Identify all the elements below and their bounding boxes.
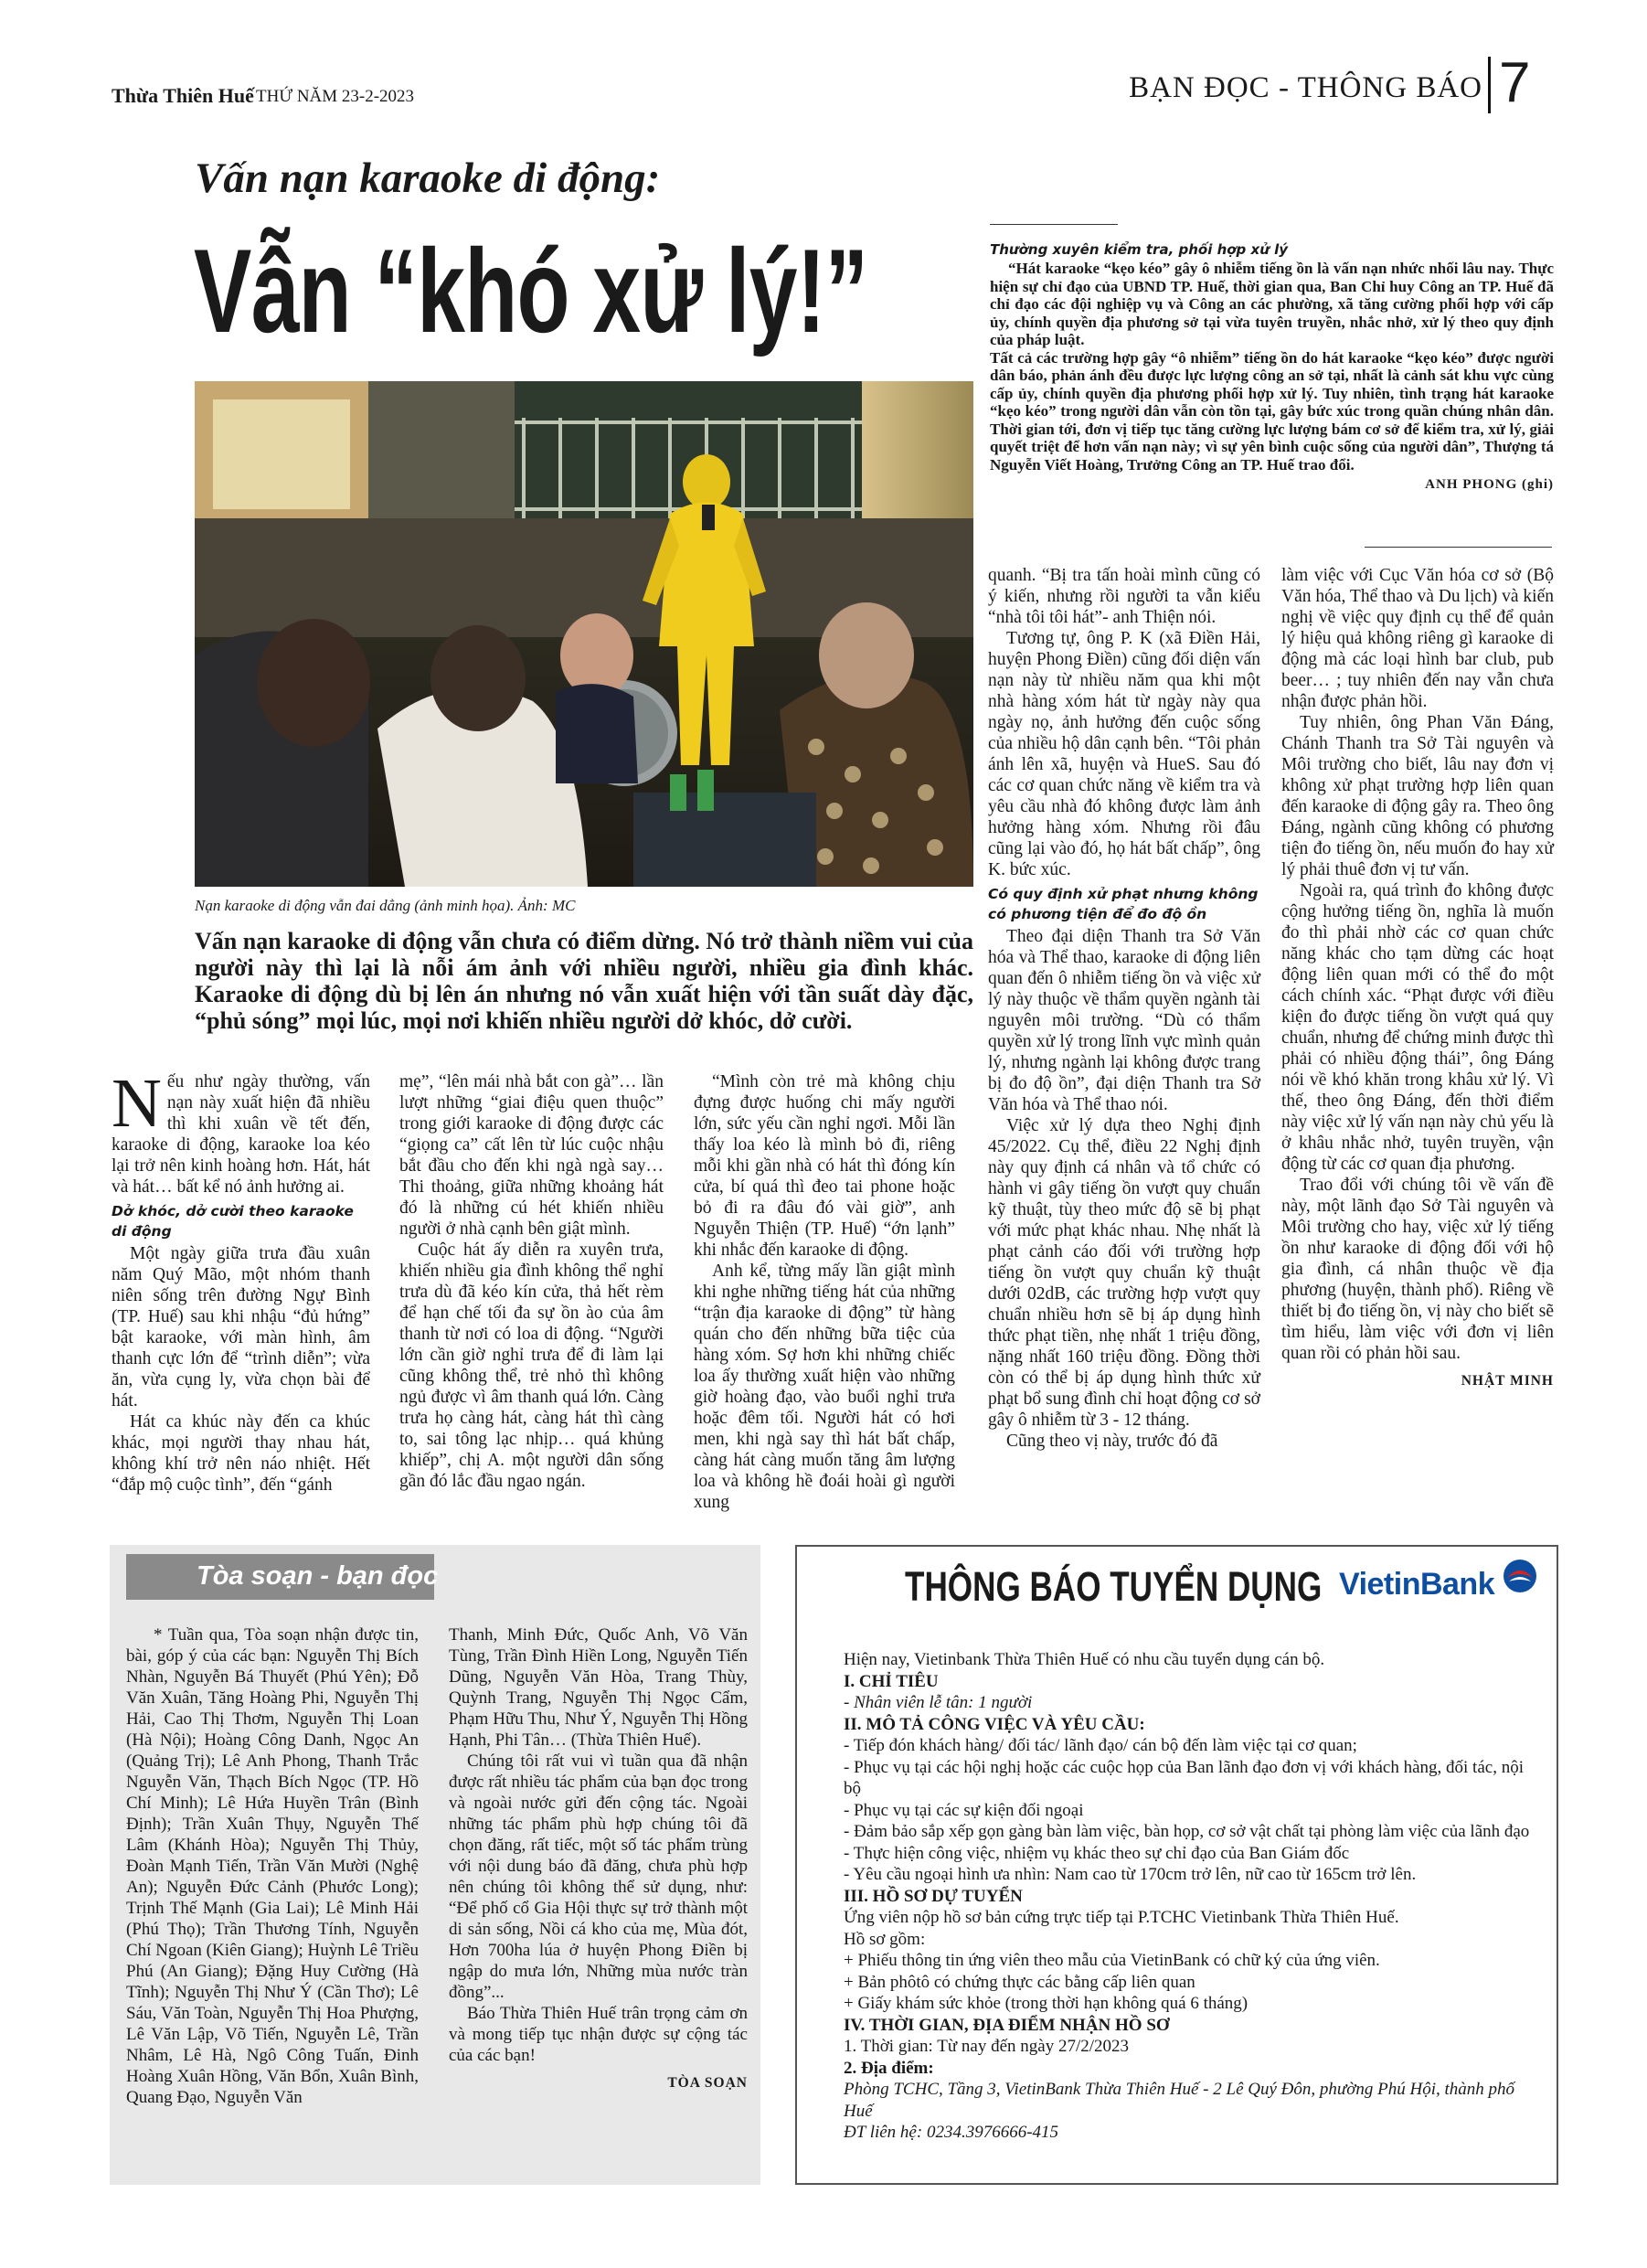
job-notice-line: - Nhân viên lễ tân: 1 người	[844, 1693, 1033, 1712]
vietinbank-logo-mark	[1502, 1558, 1538, 1594]
article-subhead: Có quy định xử phạt nhưng không có phương tiện để đo độ ồn	[988, 886, 1259, 922]
reader-byline: TÒA SOẠN	[667, 2075, 748, 2091]
job-notice-line: - Đảm bảo sắp xếp gọn gàng bàn làm việc, bàn họp, cơ sở vật chất tại phòng làm việc của lãnh đạo	[844, 1822, 1530, 1841]
job-notice-line: Phòng TCHC, Tầng 3, VietinBank Thừa Thiên Huế - 2 Lê Quý Đôn, phường Phú Hội, thành phố Huế	[844, 2080, 1515, 2121]
job-notice-line: ĐT liên hệ: 0234.3976666-415	[844, 2123, 1059, 2142]
job-notice-line: Ứng viên nộp hồ sơ bản cứng trực tiếp tại P.TCHC Vietinbank Thừa Thiên Huế.	[844, 1908, 1399, 1927]
vietinbank-logo-text: VietinBank	[1339, 1567, 1495, 1602]
job-notice-line: II. MÔ TẢ CÔNG VIỆC VÀ YÊU CẦU:	[844, 1714, 1145, 1734]
page-number: 7	[1499, 51, 1531, 114]
vietinbank-logo	[1339, 1556, 1540, 1611]
sidebar-box-title: Thường xuyên kiểm tra, phối hợp xử lý	[990, 241, 1289, 258]
article-paragraph: Hát ca khúc này đến ca khúc khác, mọi người thay nhau hát, không khí trở nên náo nhiệt. Hết “đắp mộ cuộc tình”, đến “gánh	[112, 1412, 370, 1495]
article-column-3	[694, 1071, 955, 1513]
reader-paragraph: Chúng tôi rất vui vì tuần qua đã nhận được rất nhiều tác phẩm của bạn đọc trong và ngoài nước gửi đến cộng tác. Ngoài những tác phẩm phù hợp chúng tôi đã chọn đăng, rất tiếc, một số tác phẩm trùng với nội dung báo đã đăng, chưa phù hợp nên chúng tôi không thể sử dụng, như: “Để phố cổ Gia Hội thực sự trở thành một di sản sống, Nồi cá kho của mẹ, Mùa đót, Hơn 700ha lúa ở huyện Phong Điền bị ngập do mưa lớn, Những mùa nước tràn đồng”...	[449, 1752, 748, 2002]
job-notice-line: - Phục vụ tại các hội nghị hoặc các cuộc họp của Ban lãnh đạo đơn vị với khách hàng, đối tác, nội bộ	[844, 1757, 1524, 1798]
article-column-4	[988, 565, 1260, 1452]
job-notice-body	[844, 1649, 1540, 2144]
article-paragraph: quanh. “Bị tra tấn hoài mình cũng có ý kiến, nhưng rồi người ta vẫn kiểu “nhà tôi tôi hát”- anh Thiện nói.	[988, 566, 1260, 627]
job-notice-title: THÔNG BÁO TUYỂN DỤNG	[905, 1563, 1323, 1610]
sidebar-box-paragraph: Tất cả các trường hợp gây “ô nhiễm” tiếng ồn do hát karaoke “kẹo kéo” được người dân báo, phản ánh đều được lực lượng công an sở tại, nhất là cảnh sát khu vực cùng cấp ủy, chính quyền địa phương phối hợp xử lý. Tuy nhiên, tình trạng hát karaoke “kẹo kéo” trong người dân vẫn còn tồn tại, gây bức xúc trong quần chúng nhân dân. Thời gian tới, đơn vị tiếp tục tăng cường lực lượng bám cơ sở để kiểm tra, xử lý, giải quyết triệt để hơn vấn nạn này; vì sự yên bình cuộc sống của người dân”, Thượng tá Nguyễn Viết Hoàng, Trưởng Công an TP. Huế trao đổi.	[990, 348, 1554, 474]
dropcap: N	[112, 1065, 162, 1142]
article-headline: Vẫn “khó xử lý!”	[194, 224, 868, 357]
article-paragraph: Cũng theo vị này, trước đó đã	[1006, 1432, 1218, 1451]
article-paragraph: làm việc với Cục Văn hóa cơ sở (Bộ Văn hóa, Thể thao và Du lịch) và kiến nghị về việc quy định cụ thể để quản lý hiệu quả không riêng gì karaoke di động mà các loại hình bar club, pub beer… ; tuy nhiên đến nay vẫn chưa nhận được phản hồi.	[1281, 566, 1555, 711]
article-column-1	[112, 1065, 370, 1496]
reader-text: * Tuần qua, Tòa soạn nhận được tin, bài, góp ý của các bạn: Nguyễn Thị Bích Nhàn, Nguyễn Bá Thuyết (Phú Yên); Đỗ Văn Xuân, Tăng Hoàng Phi, Nguyễn Thị Hải, Cao Thị Thơm, Nguyễn Thị Loan (Hà Nội); Hoàng Công Danh, Ngọc An (Quảng Trị); Lê Anh Phong, Thanh Trắc Nguyễn Văn, Thạch Bích Ngọc (TP. Hồ Chí Minh); Lê Hứa Huyền Trân (Bình Định); Trần Xuân Thụy, Nguyễn Thế Lâm (Khánh Hòa); Nguyễn Thị Thủy, Đoàn Mạnh Tiến, Trần Văn Mười (Nghệ An); Nguyễn Đức Cảnh (Phước Long); Trịnh Thế Mạnh (Gia Lai); Lê Minh Hải (Phú Thọ); Trần Thương Tính, Nguyễn Chí Ngoan (Kiên Giang); Huỳnh Lê Triều Phú (An Giang); Đặng Huy Cường (Hà Tĩnh); Nguyễn Thị Như Ý (Cần Thơ); Lê Sáu, Văn Toàn, Nguyễn Thị Hoa Phượng, Lê Văn Lập, Võ Tiến, Nguyễn Lê, Trần Nhâm, Lê Hà, Ngô Công Tuấn, Đinh Hoàng Xuân Hồng, Văn Bổn, Xuân Bình, Quang Đạo, Nguyễn Văn	[126, 1625, 419, 2107]
article-paragraph: Tuy nhiên, ông Phan Văn Đáng, Chánh Thanh tra Sở Tài nguyên và Môi trường cho biết, lâu nay đơn vị không xử phạt trường hợp liên quan đến karaoke di động gây ra. Theo ông Đáng, ngành cũng không có phương tiện đo tiếng ồn, nếu muốn đo hay xử lý phải thuê đơn vị tư vấn.	[1281, 713, 1554, 879]
box-bottom-rule	[1365, 547, 1552, 548]
job-notice-line: I. CHỈ TIÊU	[844, 1671, 939, 1691]
article-column-5	[1281, 565, 1554, 1390]
job-notice-line: III. HỒ SƠ DỰ TUYỂN	[844, 1886, 1023, 1906]
box-top-rule	[990, 224, 1118, 225]
issue-date: THỨ NĂM 23-2-2023	[256, 87, 415, 106]
job-notice-line: - Thực hiện công việc, nhiệm vụ khác theo sự chỉ đạo của Ban Giám đốc	[844, 1843, 1350, 1863]
job-notice-line: IV. THỜI GIAN, ĐỊA ĐIỂM NHẬN HỒ SƠ	[844, 2015, 1170, 2035]
reader-paragraph: Thanh, Minh Đức, Quốc Anh, Võ Văn Tùng, Trần Đình Hiền Long, Nguyễn Tiến Dũng, Nguyễn Văn Hòa, Trang Thùy, Quỳnh Trang, Nguyễn Thị Ngọc Cẩm, Phạm Hữu Thu, Như Ý, Nguyễn Thị Hồng Hạnh, Phi Tân… (Thừa Thiên Huế).	[449, 1625, 748, 1750]
article-paragraph: Anh kể, từng mấy lần giật mình khi nghe những tiếng hát của những “trận địa karaoke di động” từ hàng quán cho đến những bữa tiệc của hàng xóm. Sợ hơn khi những chiếc loa ấy thường xuất hiện vào những giờ hoàng đạo, vào buổi nghỉ trưa hoặc đêm tối. Người hát có hơi men, khi ngà say thì hát bất chấp, càng hát càng muốn tăng âm lượng loa và không hề đoái hoài gì người xung	[694, 1262, 955, 1512]
job-notice-line: + Bản phôtô có chứng thực các bằng cấp liên quan	[844, 1972, 1195, 1992]
sidebar-box-paragraph: “Hát karaoke “kẹo kéo” gây ô nhiễm tiếng ồn là vấn nạn nhức nhối lâu nay. Thực hiện sự chỉ đạo của UBND TP. Huế, thời gian qua, Ban Chỉ huy Công an TP. Huế đã chỉ đạo các đội nghiệp vụ và Công an các phường, xã tăng cường phối hợp với cấp ủy, chính quyền địa phương sở tại vừa tuyên truyền, nhắc nhở, xử lý theo quy định của pháp luật.	[990, 260, 1554, 348]
section-title: BẠN ĐỌC - THÔNG BÁO	[1129, 71, 1482, 104]
article-paragraph: Việc xử lý dựa theo Nghị định 45/2022. Cụ thể, điều 22 Nghị định này quy định cá nhân và tổ chức có hành vi gây tiếng ồn vượt quy chuẩn kỹ thuật, tùy theo mức độ sẽ bị phạt với mức phạt khác nhau. Nhẹ nhất là phạt cảnh cáo đối với trường hợp tiếng ồn vượt quy chuẩn kỹ thuật dưới 02dB, các trường hợp vượt quy chuẩn nhiều hơn sẽ bị áp dụng hình thức phạt tiền, nhẹ nhất 1 triệu đồng, nặng nhất 160 triệu đồng. Đồng thời còn có thể bị áp dụng hình thức xử phạt bổ sung đình chỉ hoạt động cơ sở gây ô nhiễm từ 3 - 12 tháng.	[988, 1116, 1260, 1430]
job-notice-line: Hiện nay, Vietinbank Thừa Thiên Huế có nhu cầu tuyển dụng cán bộ.	[844, 1650, 1325, 1669]
sidebar-box	[990, 240, 1554, 493]
article-paragraph: Tương tự, ông P. K (xã Điền Hải, huyện Phong Điền) cũng đối diện vấn nạn này từ nhiều năm qua khi một nhà hàng xóm hát từ ngày này qua ngày nọ, ảnh hưởng đến cuộc sống của nhiều hộ dân cạnh bên. “Tôi phản ánh lên xã, huyện và HueS. Sau đó các cơ quan chức năng về kiểm tra và yêu cầu nhà đó không được làm ảnh hưởng hàng xóm. Nhưng rồi đâu cũng lại vào đó, họ hát bất chấp”, ông K. bức xúc.	[988, 629, 1260, 879]
job-notice-line: - Yêu cầu ngoại hình ưa nhìn: Nam cao từ 170cm trở lên, nữ cao từ 165cm trở lên.	[844, 1865, 1417, 1884]
article-byline: NHẬT MINH	[1461, 1373, 1554, 1389]
photo-caption: Nạn karaoke di động vẫn đai dẳng (ảnh minh họa). Ảnh: MC	[195, 897, 576, 914]
article-column-2	[399, 1071, 664, 1492]
article-paragraph: Theo đại diện Thanh tra Sở Văn hóa và Thể thao, karaoke di động liên quan đến ô nhiễm tiếng ồn và việc xử lý này thuộc về thẩm quyền ngành tài nguyên môi trường. “Dù có thẩm quyền xử lý trong lĩnh vực mình quản lý, nhưng ngành lại không được trang bị đo độ ồn”, đại diện Thanh tra Sở Văn hóa và Thể thao nói.	[988, 927, 1260, 1114]
job-notice-line: + Giấy khám sức khỏe (trong thời hạn không quá 6 tháng)	[844, 1994, 1249, 2013]
article-photo	[195, 381, 973, 887]
job-notice-line: 1. Thời gian: Từ nay đến ngày 27/2/2023	[844, 2037, 1129, 2056]
header-divider	[1488, 57, 1491, 113]
article-subhead: Dở khóc, dở cười theo karaoke di động	[112, 1203, 354, 1240]
job-notice-line: - Phục vụ tại các sự kiện đối ngoại	[844, 1800, 1084, 1820]
job-notice-line: - Tiếp đón khách hàng/ đối tác/ lãnh đạo/ cán bộ đến làm việc tại cơ quan;	[844, 1736, 1357, 1755]
article-paragraph: Ngoài ra, quá trình đo không được cộng hưởng tiếng ồn, nghĩa là muốn đo thì phải nhờ các cơ quan chức năng khác cho tạm dừng các hoạt động liên quan mới có thể đo một cách chính xác. “Phạt được với điều kiện đo được tiếng ồn vượt quá quy chuẩn, nhưng để chứng minh được thì phải có nhiều động thái”, ông Đáng nói về khó khăn trong khâu xử lý. Vì thế, theo ông Đáng, đến thời điểm này việc xử lý vấn nạn này chủ yếu là ở khâu nhắc nhở, tuyên truyền, vận động từ các cơ quan địa phương.	[1281, 881, 1554, 1174]
job-notice-line: Hồ sơ gồm:	[844, 1929, 926, 1949]
job-notice-line: + Phiếu thông tin ứng viên theo mẫu của VietinBank có chữ ký của ứng viên.	[844, 1951, 1380, 1970]
article-kicker: Vấn nạn karaoke di động:	[195, 154, 661, 202]
article-paragraph: Một ngày giữa trưa đầu xuân năm Quý Mão, một nhóm thanh niên sống trên đường Ngự Bình (TP. Huế) sau khi nhậu “đủ hứng” bật karaoke, với màn hình, âm thanh cực lớn để “trình diễn”; vừa ăn, vừa cụng ly, vừa chọn bài để hát.	[112, 1244, 370, 1411]
reader-paragraph: Báo Thừa Thiên Huế trân trọng cảm ơn và mong tiếp tục nhận được sự cộng tác của các bạn!	[449, 2004, 748, 2065]
reader-title: Tòa soạn - bạn đọc	[197, 1561, 439, 1591]
article-paragraph: “Mình còn trẻ mà không chịu đựng được huống chi mấy người lớn, sức yếu cần nghỉ ngơi. Mỗi lần thấy loa kéo là mình bỏ đi, riêng mỗi khi gần nhà có hát thì đóng kín cửa, bí quá thì đeo tai phone hoặc bỏ đi ra đâu đó vài giờ”, anh Nguyễn Thiện (TP. Huế) “ớn lạnh” khi nhắc đến karaoke di động.	[694, 1072, 955, 1260]
article-paragraph: ếu như ngày thường, vấn nạn này xuất hiện đã nhiều thì khi xuân về tết đến, karaoke di động, karaoke loa kéo lại trở nên kinh hoàng hơn. Hát, hát và hát… bất kể nó ảnh hưởng ai.	[112, 1072, 370, 1197]
article-paragraph: mẹ”, “lên mái nhà bắt con gà”… lần lượt những “giai điệu quen thuộc” trong giới karaoke di động được các “giọng ca” cất lên từ lúc cuộc nhậu bắt đầu cho đến khi ngà ngà say… Thi thoảng, giữa những khoảng hát đó là những cú hét khiến nhiều người ở nhà cạnh bên giật mình.	[399, 1072, 664, 1239]
article-lede: Vấn nạn karaoke di động vẫn chưa có điểm dừng. Nó trở thành niềm vui của người này thì lại là nỗi ám ảnh với nhiều người, nhiều gia đình khác. Karaoke di động dù bị lên án nhưng nó vẫn xuất hiện với tần suất dày đặc, “phủ sóng” mọi lúc, mọi nơi khiến nhiều người dở khóc, dở cười.	[195, 928, 973, 1034]
reader-paragraph	[126, 1624, 419, 2108]
article-paragraph: Cuộc hát ấy diễn ra xuyên trưa, khiến nhiều gia đình không thể nghỉ trưa dù đã kéo kín cửa, thả hết rèm để hạn chế tối đa sự ồn ào của âm thanh từ nơi có loa di động. “Người lớn cần giờ nghỉ trưa để đi làm lại cũng không thể, trẻ nhỏ thì không ngủ được vì âm thanh quá lớn. Càng trưa họ càng hát, càng hát thì càng to, sai tông lạc nhịp… quá khủng khiếp”, chị A. một người dân sống gần đó lắc đầu ngao ngán.	[399, 1240, 664, 1491]
newspaper-name: Thừa Thiên Huế	[112, 84, 254, 107]
sidebar-box-byline: ANH PHONG (ghi)	[1425, 477, 1554, 492]
reader-column-1	[126, 1624, 419, 2108]
article-paragraph: Trao đổi với chúng tôi về vấn đề này, một lãnh đạo Sở Tài nguyên và Môi trường cho hay, việc xử lý tiếng ồn như karaoke di động đối với hộ gia đình, cá nhân thuộc về địa phương (huyện, thành phố). Riêng về thiết bị đo tiếng ồn, vị này cho biết sẽ tìm hiểu, làm việc với đơn vị liên quan rồi có phản hồi sau.	[1281, 1176, 1554, 1363]
reader-column-2	[449, 1624, 748, 2092]
job-notice-line: 2. Địa điểm:	[844, 2058, 934, 2078]
